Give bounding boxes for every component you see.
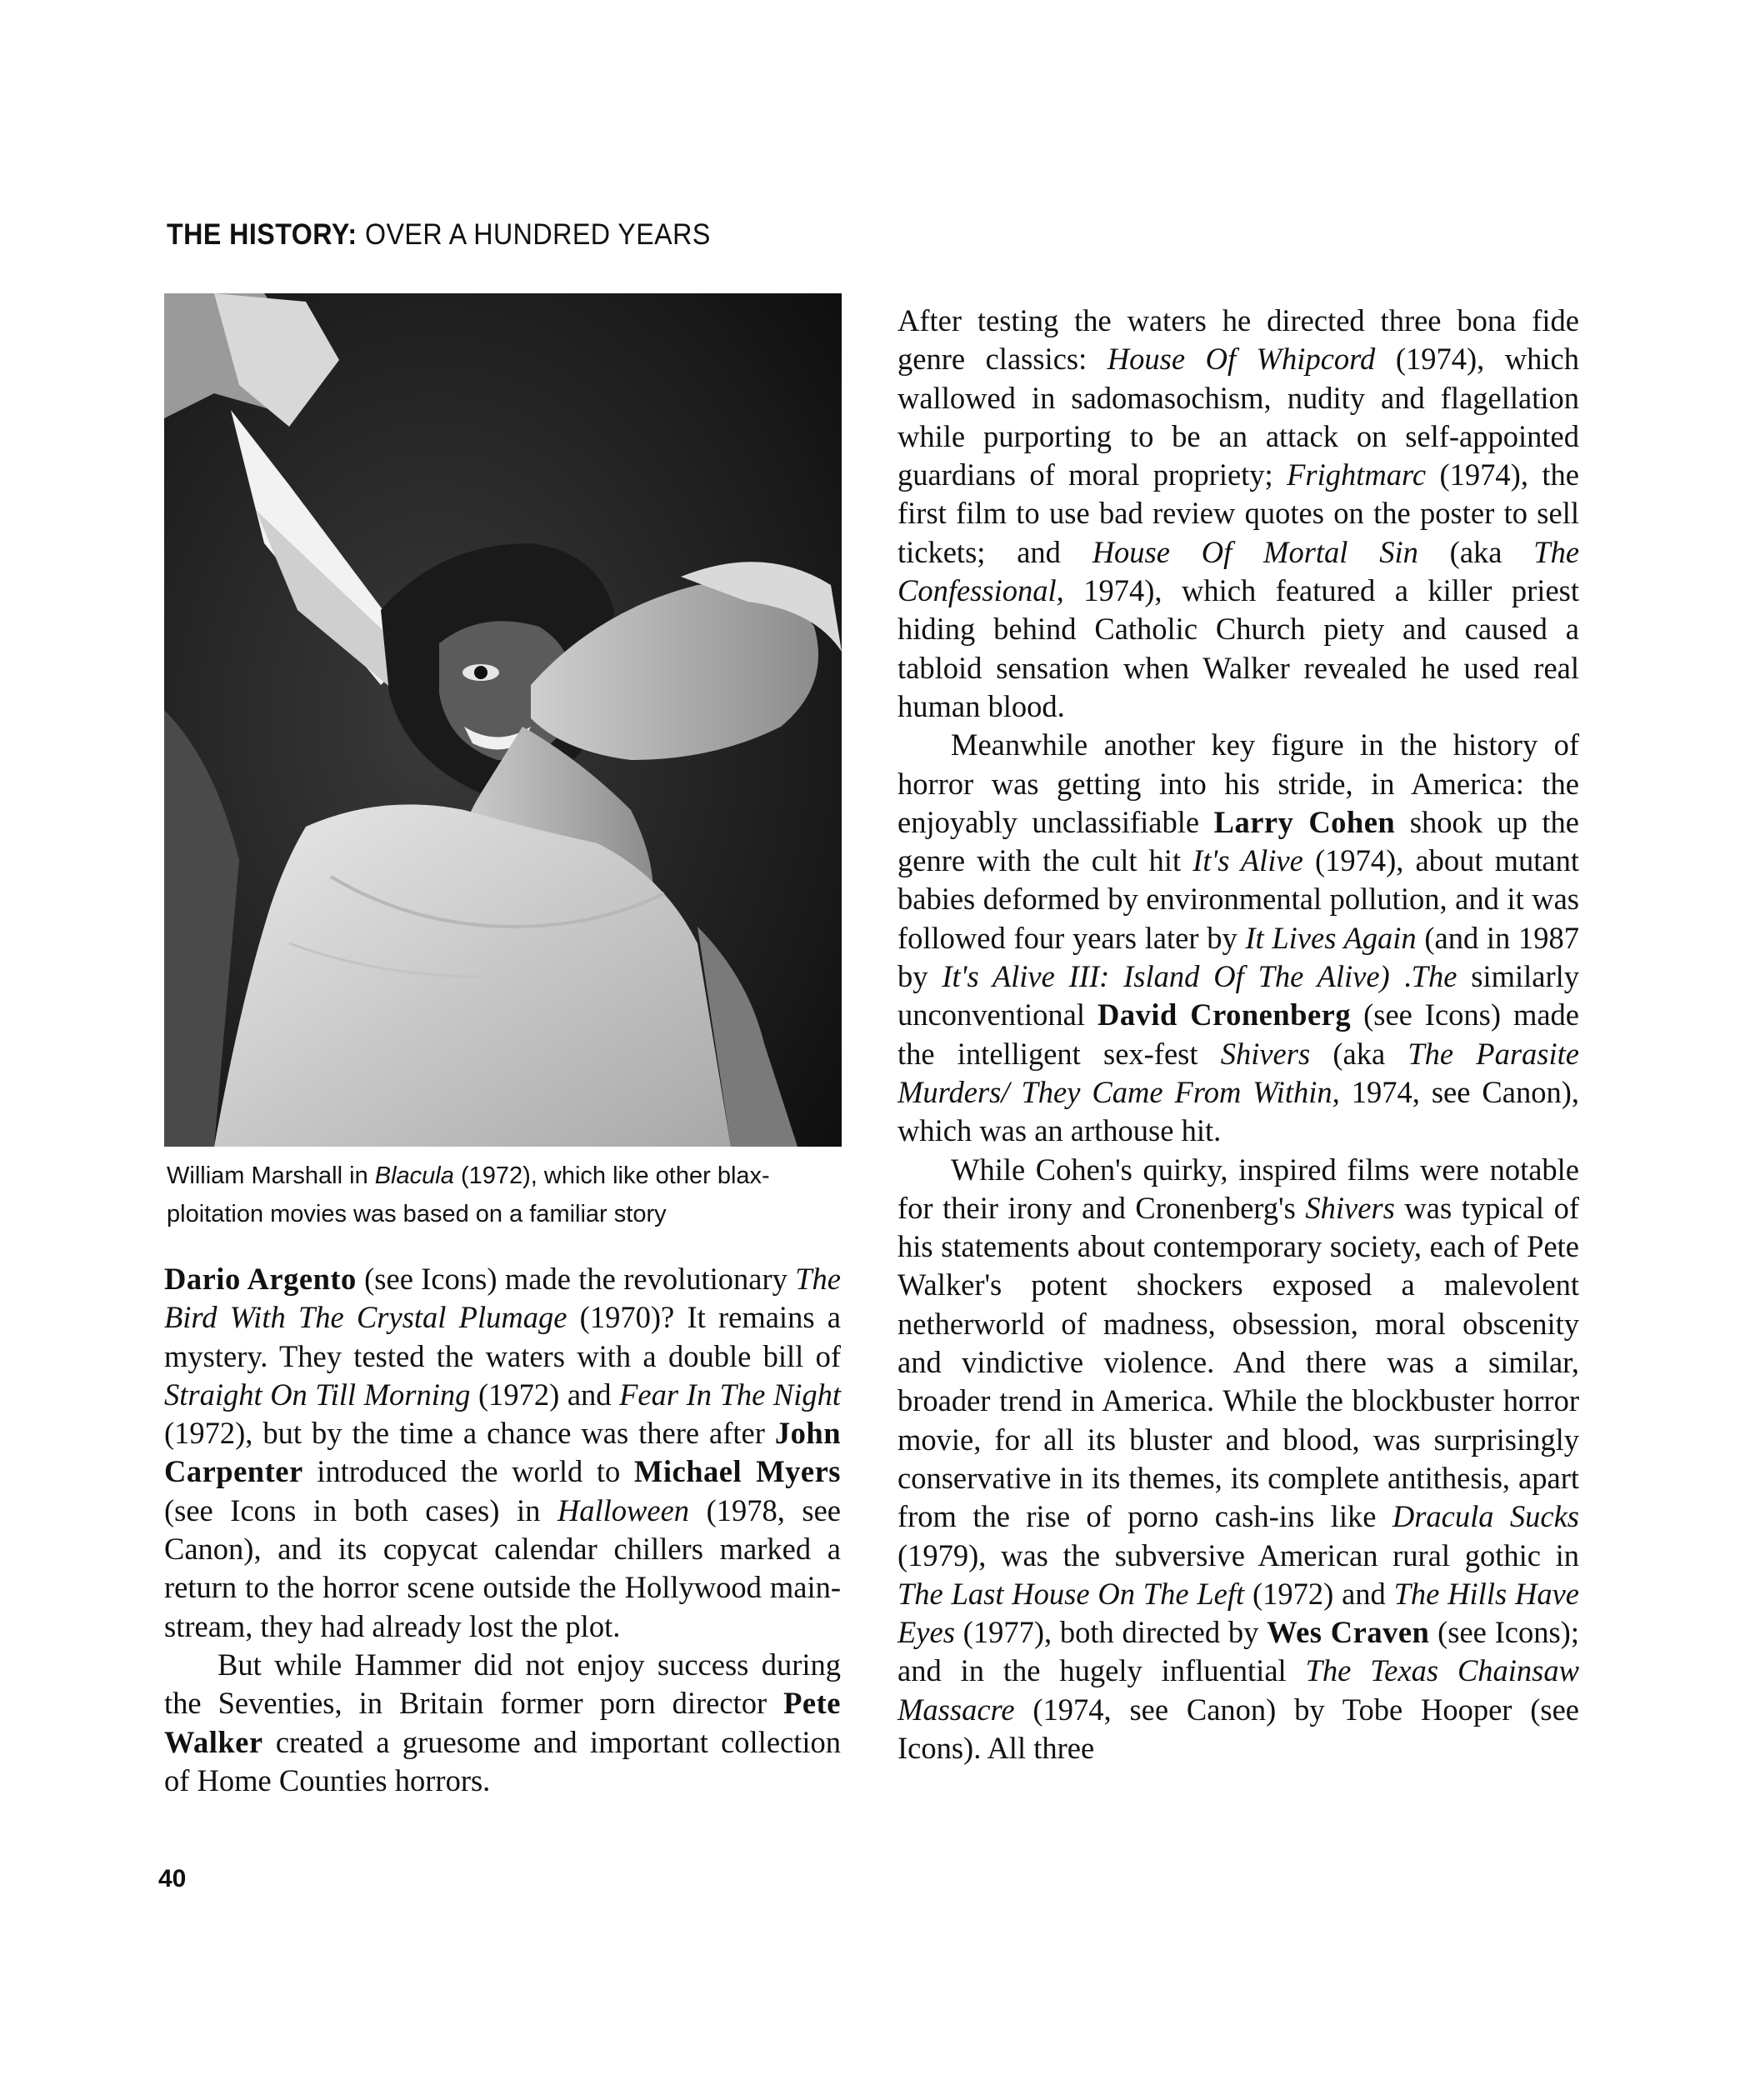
- running-head-section: THE HISTORY:: [167, 218, 358, 251]
- name-michael-myers: Michael Myers: [633, 1454, 841, 1489]
- text-run: 1974), which featured a killer priest hiding behind Catholic Church piety and caused a tabloid sensation when Walker revealed he used real human blood.: [898, 573, 1579, 723]
- text-run: (see Icons in both cases) in: [164, 1492, 558, 1528]
- caption-name: William Marshall in: [167, 1162, 375, 1189]
- right-paragraph-3: [898, 1151, 1579, 1768]
- caption-rest: (1972), which like other blax-ploitation movies was based on a familiar story: [167, 1162, 770, 1228]
- running-head: [167, 218, 711, 252]
- film-title: Dracula Sucks: [1392, 1499, 1580, 1534]
- name-wes-craven: Wes Craven: [1267, 1615, 1430, 1650]
- right-paragraph-1: [898, 302, 1579, 726]
- film-title: Fear In The Night: [619, 1377, 842, 1412]
- text-run: (1972) and: [470, 1377, 620, 1412]
- film-still-photo: [164, 293, 842, 1147]
- text-run: (1978, see Canon), and its copycat calendar chillers marked a return to the horror scene outside the Hollywood mainstream, they had already lost the plot.: [164, 1492, 841, 1643]
- text-run: After testing the waters he directed three bona fide genre classics:: [898, 303, 1579, 377]
- film-title: It's Alive: [1192, 843, 1303, 878]
- text-run: (see Icons) made the intelligent sex-fest: [898, 998, 1579, 1071]
- text-run: (1979), was the subversive American rural gothic in: [898, 1538, 1579, 1572]
- text-run: (see Icons); and in the hugely influential: [898, 1615, 1579, 1688]
- text-run: .: [1389, 959, 1412, 994]
- film-title: The Last House On The Left: [898, 1576, 1245, 1611]
- film-title: The Parasite Murders/ They Came From Within,: [898, 1036, 1579, 1109]
- film-title: The Texas Chainsaw Massacre: [898, 1653, 1579, 1727]
- film-title: Straight On Till Morning: [164, 1377, 471, 1412]
- text-run: (1974, see Canon) by Tobe Hooper (see Icons). All three: [898, 1692, 1579, 1765]
- page-number: 40: [158, 1865, 187, 1892]
- text-run: (1974), which wallowed in sadomasochism, nudity and flagellation while purporting to be an attack on self-appointed guardians of moral propriety;: [898, 342, 1579, 492]
- film-title: House Of Mortal Sin: [1092, 534, 1418, 569]
- left-paragraph-1: [164, 1260, 841, 1646]
- text-run: was typical of his statements about contemporary society, each of Pete Walker's potent shockers exposed a malevolent netherworld of madness, obsession, moral obscenity and vindictive violence. And there was a similar, broader trend in America. While the blockbuster horror movie, for all its bluster and blood, was surprisingly conservative in its themes, its complete antithesis, apart from the rise of porno cash-ins like: [898, 1190, 1579, 1534]
- text-run: (1974), the first film to use bad review quotes on the poster to sell tickets; and: [898, 458, 1579, 569]
- text-run: (aka: [1310, 1036, 1408, 1071]
- text-run: shook up the genre with the cult hit: [898, 804, 1580, 878]
- name-john-carpenter: John Carpenter: [164, 1416, 841, 1489]
- film-title: Shivers: [1305, 1190, 1395, 1225]
- text-run: While Cohen's quirky, inspired films were notable for their irony and Cronenberg's: [898, 1152, 1579, 1225]
- left-column: [164, 1260, 841, 1800]
- film-title: Halloween: [557, 1492, 690, 1528]
- right-paragraph-2: [898, 726, 1579, 1150]
- caption-film-title: Blacula: [374, 1162, 454, 1189]
- name-dario-argento: Dario Argento: [164, 1262, 357, 1296]
- film-title: It Lives Again: [1245, 920, 1417, 955]
- film-title: House Of Whipcord: [1107, 342, 1376, 377]
- text-run: (and in 1987 by: [898, 920, 1579, 994]
- film-title: The Bird With The Crystal Plumage: [164, 1262, 841, 1335]
- text-run: (1977), both directed by: [954, 1615, 1268, 1650]
- text-run: (see Icons) made the revolutionary: [356, 1262, 796, 1296]
- film-title: The Hills Have Eyes: [898, 1576, 1579, 1650]
- text-run: similarly unconventional: [898, 959, 1580, 1032]
- text-run: (1972), but by the time a chance was there after: [164, 1416, 775, 1451]
- name-pete-walker: Pete Walker: [164, 1686, 841, 1759]
- left-paragraph-2: [164, 1646, 841, 1800]
- film-title: It's Alive III: Island Of The Alive): [942, 959, 1390, 994]
- text-run: But while Hammer did not enjoy success during the Seventies, in Britain former porn director: [164, 1647, 841, 1721]
- text-run-italic: The: [1411, 959, 1458, 994]
- name-david-cronenberg: David Cronenberg: [1097, 998, 1352, 1032]
- film-title: Frightmarc: [1287, 458, 1427, 492]
- text-run: (1970)? It remains a mystery. They tested the waters with a double bill of: [164, 1300, 841, 1373]
- text-run: 1974, see Canon), which was an arthouse hit.: [898, 1074, 1579, 1148]
- text-run: introduced the world to: [302, 1454, 634, 1489]
- right-column: [898, 302, 1579, 1768]
- text-run: (1972) and: [1244, 1576, 1394, 1611]
- text-run: Meanwhile another key figure in the history of horror was getting into his stride, in America: the enjoyably unclassifiable: [898, 728, 1579, 839]
- text-run: (1974), about mutant babies deformed by environmental pollution, and it was followed four years later by: [898, 843, 1579, 955]
- name-larry-cohen: Larry Cohen: [1213, 804, 1396, 839]
- text-run: created a gruesome and important collection of Home Counties horrors.: [164, 1724, 841, 1798]
- film-title: Shivers: [1220, 1036, 1311, 1071]
- film-title: The Confessional,: [898, 534, 1580, 608]
- running-head-title: OVER A HUNDRED YEARS: [364, 218, 711, 251]
- film-still-image: [164, 293, 842, 1147]
- photo-caption: [167, 1157, 850, 1233]
- text-run: (aka: [1418, 534, 1534, 569]
